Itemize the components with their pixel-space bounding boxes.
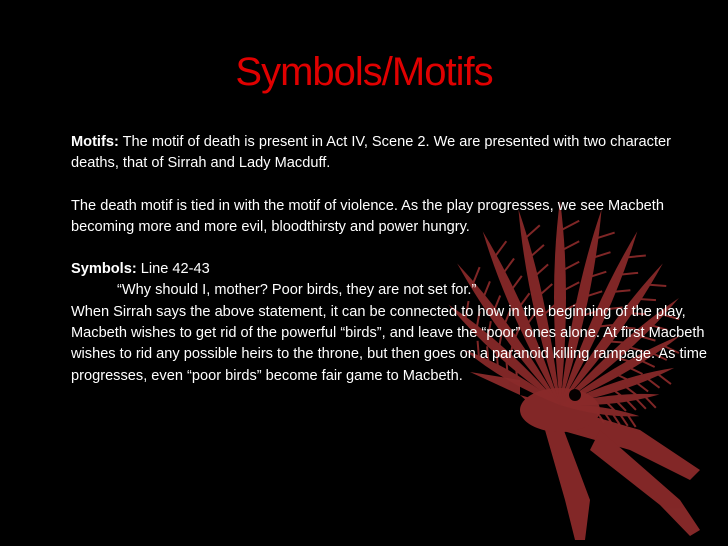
symbols-paragraph: [71, 259, 711, 280]
quote-line: “Why should I, mother? Poor birds, they are not set for.”: [117, 282, 477, 299]
motifs-text: The motif of death is present in Act IV, Scene 2. We are presented with two character deaths, that of Sirrah and Lady Macduff.: [71, 134, 671, 172]
motifs-paragraph: [71, 132, 711, 175]
slide-body: [71, 132, 711, 387]
motifs-label: Motifs:: [71, 134, 119, 150]
violence-paragraph: The death motif is tied in with the motif of violence. As the play progresses, we see Macbeth becoming more and more evil, bloodthirsty and power hungry.: [71, 197, 664, 235]
explanation-paragraph: When Sirrah says the above statement, it can be connected to how in the beginning of the play, Macbeth wishes to get rid of the powerful “birds”, and leave the “poor” ones alone. At first Macbeth wishes to rid any possible heirs to the throne, but then goes on a paranoid killing rampage. As time progresses, even “poor birds” become fair game to Macbeth.: [71, 303, 708, 384]
symbols-label: Symbols:: [71, 261, 137, 278]
symbols-lines: Line 42-43: [136, 261, 210, 278]
feather-barb: [645, 396, 656, 408]
slide-title: Symbols/Motifs: [235, 50, 493, 94]
